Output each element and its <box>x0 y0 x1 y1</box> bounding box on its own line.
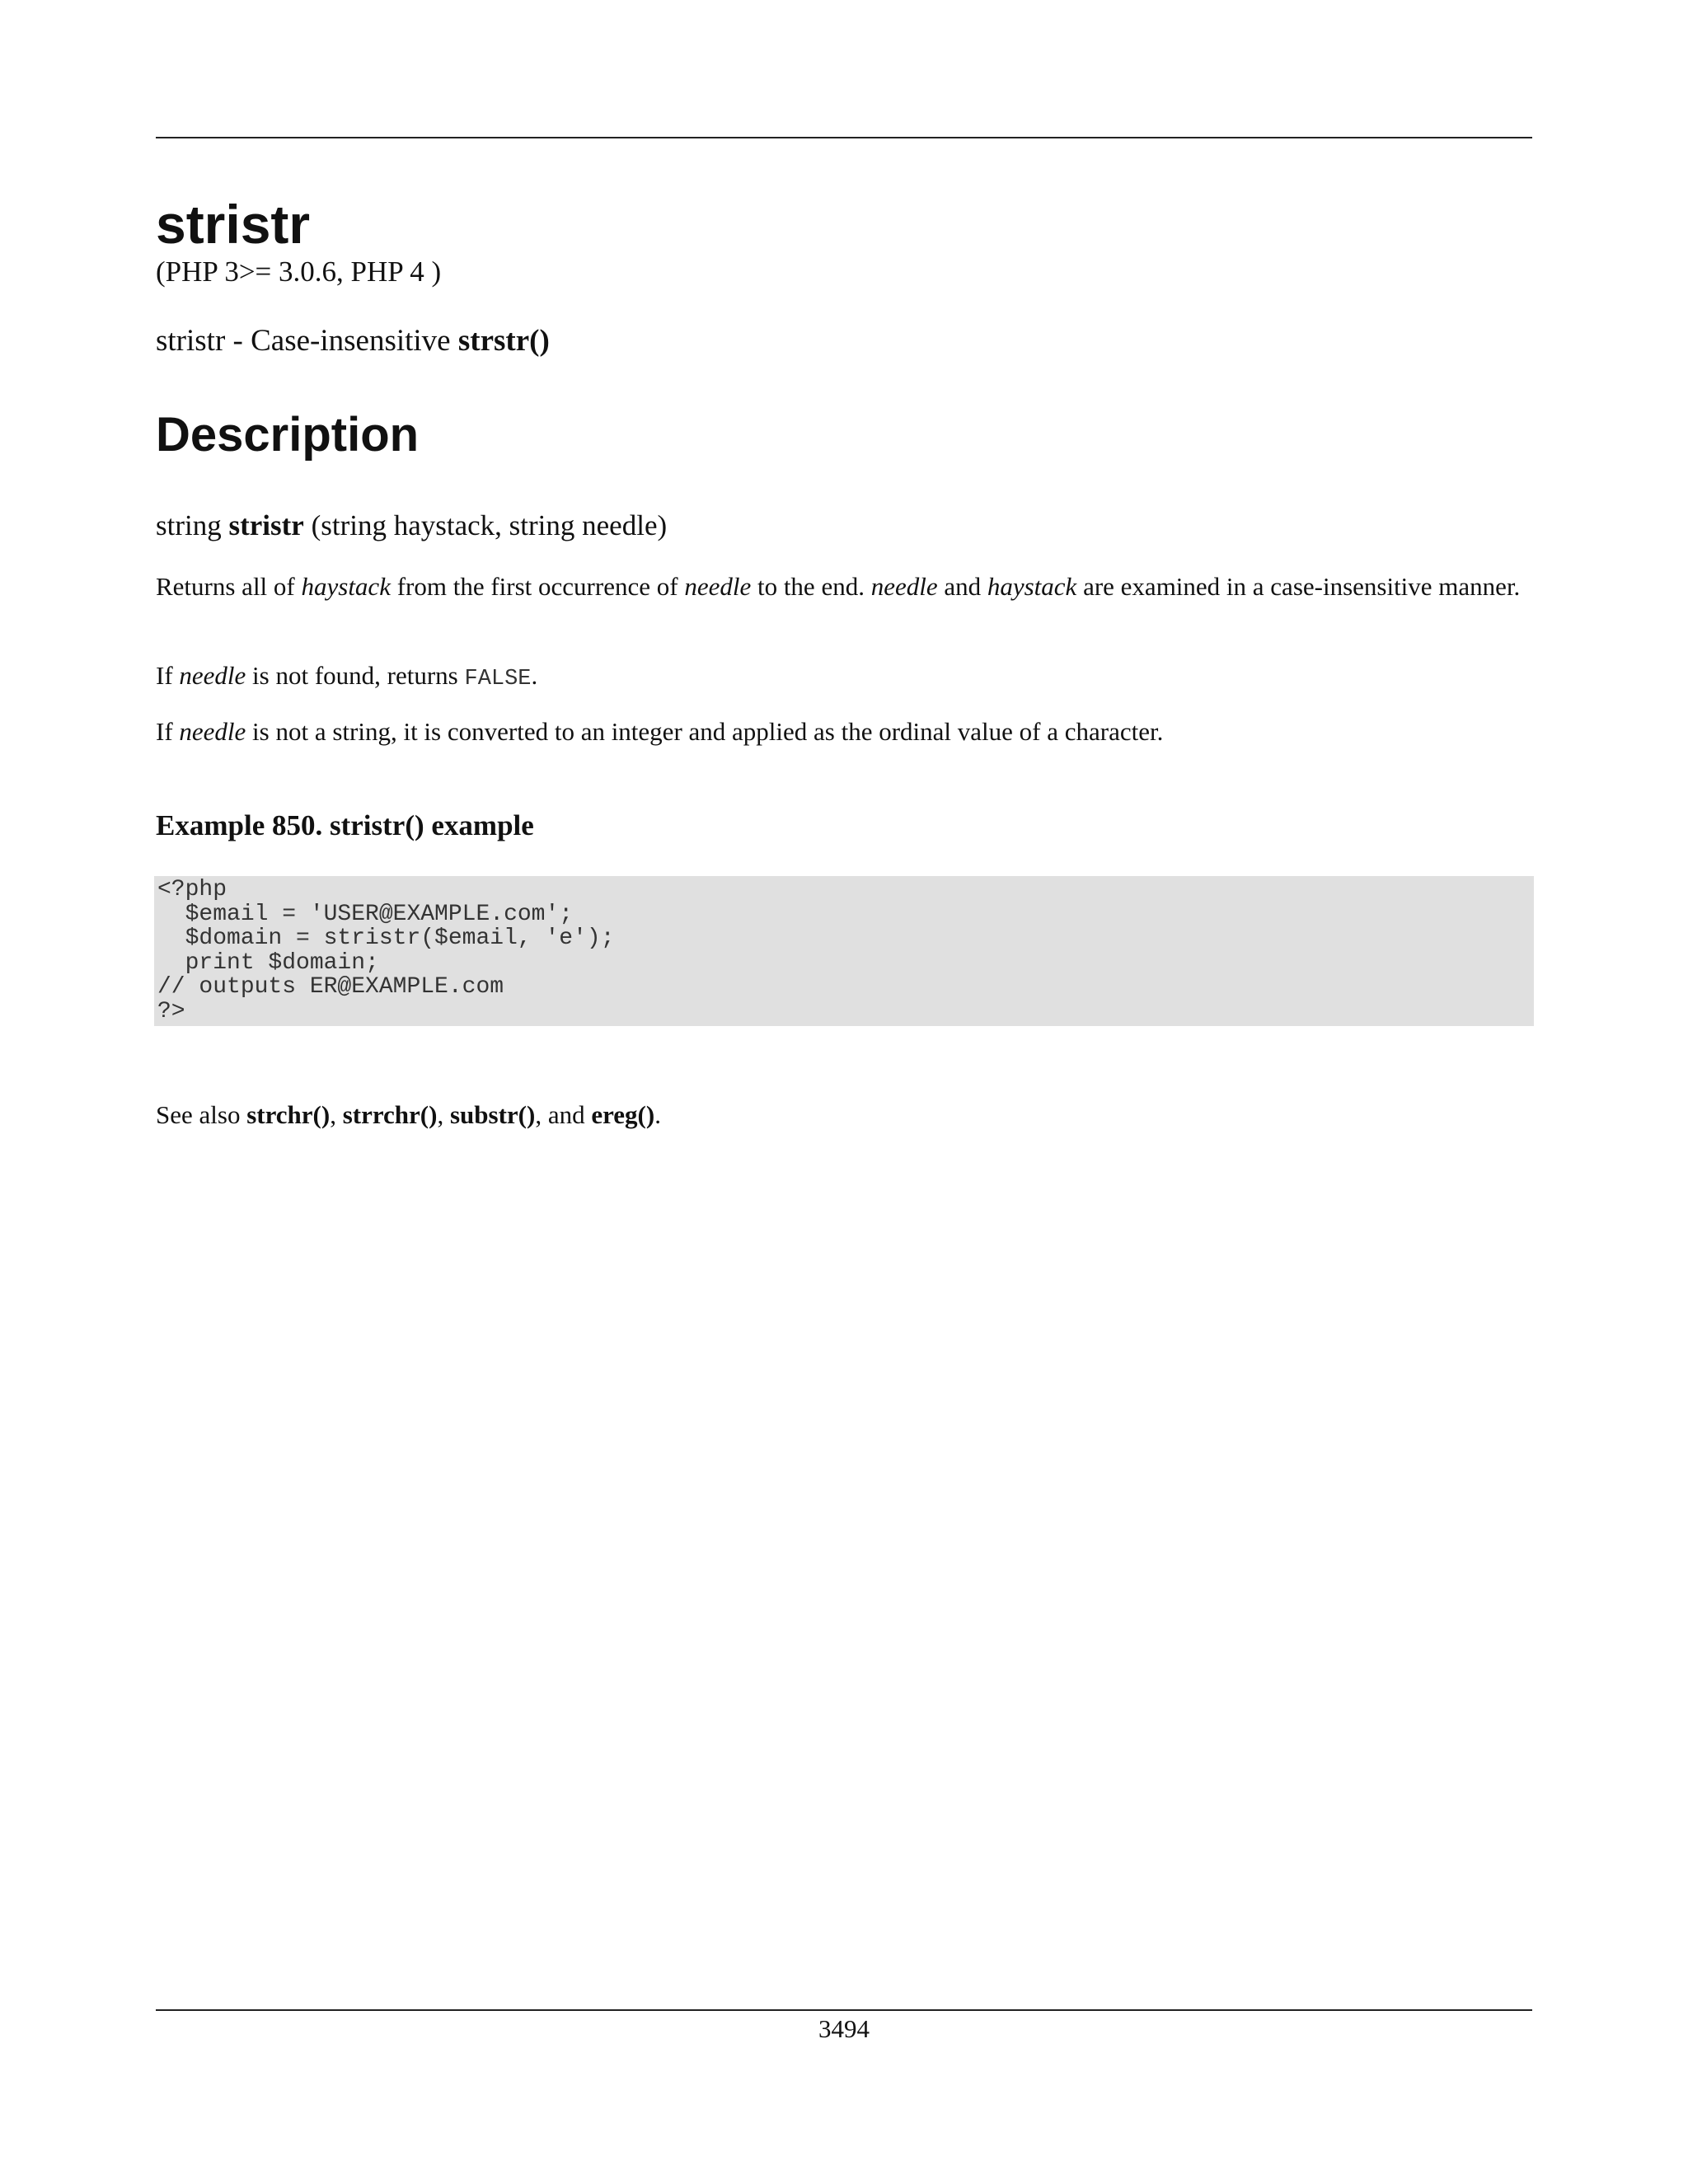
refname-function-link[interactable]: strstr() <box>457 324 550 358</box>
para-text: to the end. <box>751 572 871 601</box>
see-also-link-strchr[interactable]: strchr() <box>246 1100 331 1129</box>
synopsis-params: (string haystack, string needle) <box>303 509 668 541</box>
param-needle: needle <box>179 661 246 690</box>
code-line: print $domain; <box>157 949 379 976</box>
para-text: are examined in a case-insensitive manner. <box>1076 572 1521 601</box>
description-paragraph-not-found <box>156 661 1532 694</box>
literal-false: FALSE <box>464 667 532 691</box>
description-heading: Description <box>156 408 420 462</box>
example-code-block <box>154 876 1534 1026</box>
see-also-line <box>156 1099 661 1131</box>
see-also-link-strrchr[interactable]: strrchr() <box>342 1100 438 1129</box>
see-also-text: , <box>437 1100 450 1129</box>
para-text: from the first occurrence of <box>390 572 685 601</box>
code-line: ?> <box>157 998 185 1024</box>
param-needle: needle <box>179 717 246 746</box>
see-also-link-substr[interactable]: substr() <box>449 1100 536 1129</box>
para-text: If <box>156 661 180 690</box>
see-also-text: . <box>654 1100 661 1129</box>
synopsis-function-name: stristr <box>228 509 304 541</box>
see-also-text: , <box>330 1100 343 1129</box>
code-line: $domain = stristr($email, 'e'); <box>157 926 615 951</box>
see-also-text: See also <box>156 1100 247 1129</box>
function-title: stristr <box>156 194 311 255</box>
param-haystack: haystack <box>987 572 1077 601</box>
para-text: is not found, returns <box>246 661 465 690</box>
synopsis-return-type: string <box>156 509 229 541</box>
param-needle: needle <box>684 572 752 601</box>
php-version-info: (PHP 3>= 3.0.6, PHP 4 ) <box>156 255 442 288</box>
see-also-text: , and <box>535 1100 592 1129</box>
param-haystack: haystack <box>301 572 391 601</box>
para-text: is not a string, it is converted to an integer and applied as the ordinal value of a character. <box>246 717 1164 746</box>
para-text: Returns all of <box>156 572 302 601</box>
code-line: $email = 'USER@EXAMPLE.com'; <box>157 901 574 927</box>
param-needle: needle <box>870 572 938 601</box>
footer-rule <box>156 2009 1532 2011</box>
refname-line <box>156 322 550 360</box>
header-rule <box>156 137 1532 138</box>
example-title: Example 850. stristr() example <box>156 809 534 841</box>
description-paragraph-returns <box>156 572 1532 602</box>
para-text: and <box>937 572 987 601</box>
see-also-link-ereg[interactable]: ereg() <box>591 1100 655 1129</box>
function-synopsis <box>156 508 667 544</box>
para-text: If <box>156 717 180 746</box>
refname-purpose: - Case-insensitive <box>225 324 458 358</box>
description-paragraph-not-string <box>156 717 1532 747</box>
code-line: <?php <box>157 877 227 902</box>
page-number: 3494 <box>818 2014 870 2043</box>
para-text: . <box>531 661 538 690</box>
refname-name: stristr <box>156 324 226 358</box>
code-line: // outputs ER@EXAMPLE.com <box>157 974 504 1000</box>
